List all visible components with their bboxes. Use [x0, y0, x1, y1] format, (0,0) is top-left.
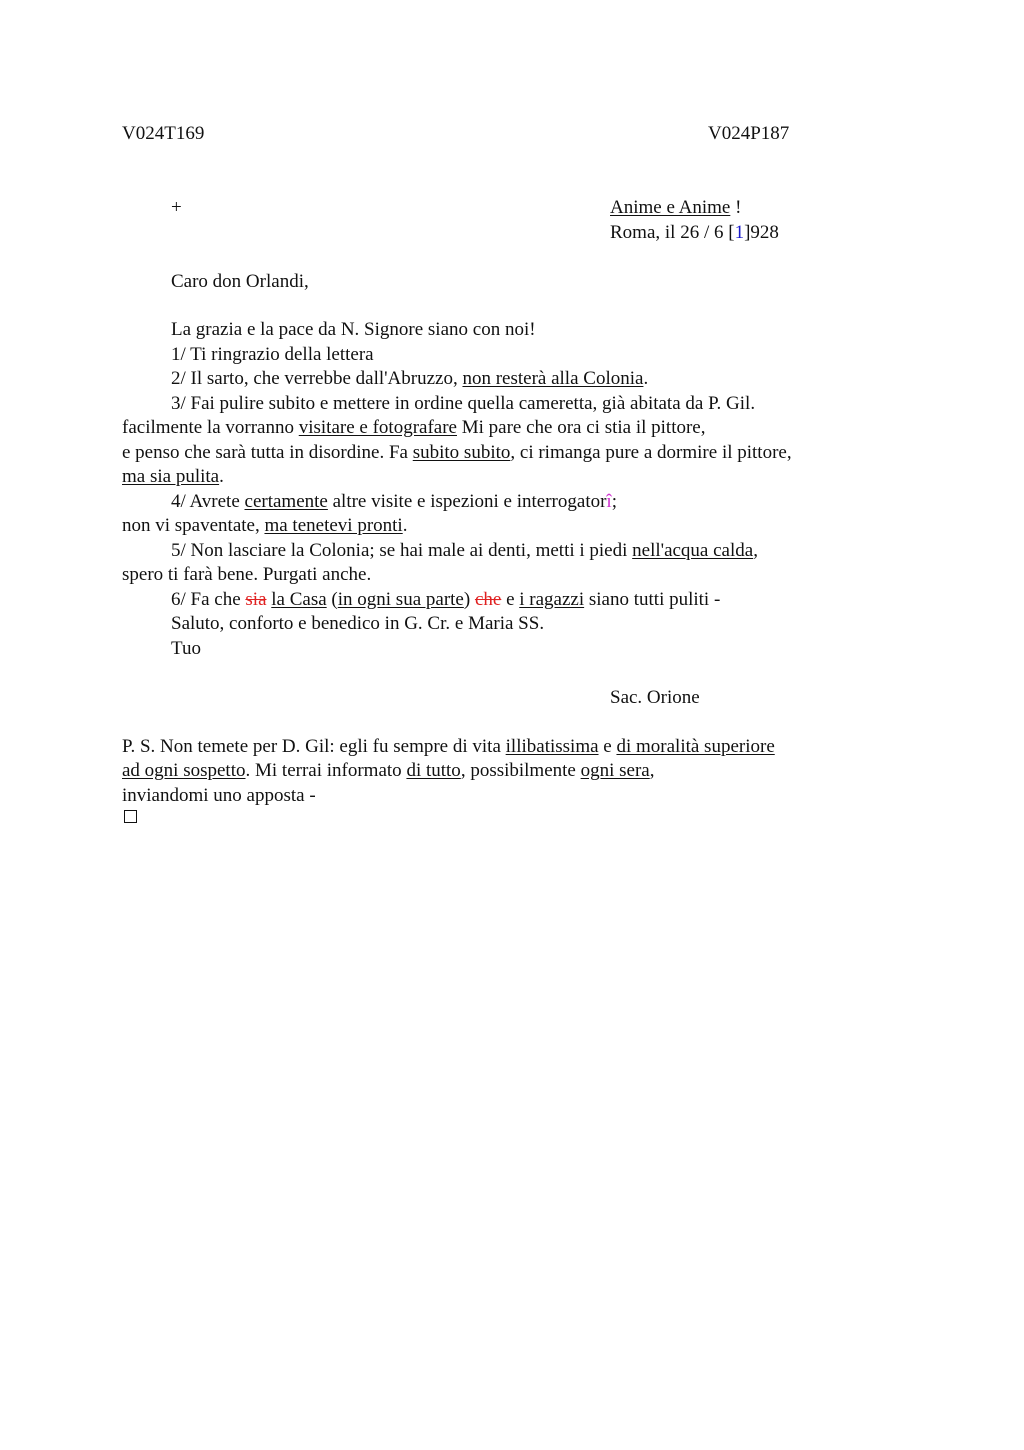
date-post: ]928 — [744, 222, 779, 243]
motto — [610, 196, 741, 220]
item-6-underlined-2: in ogni sua parte — [337, 589, 464, 610]
item-4-line-2 — [122, 514, 407, 538]
ps-line-3: inviandomi uno apposta - — [122, 785, 316, 806]
item-6-conj: e — [501, 589, 520, 610]
item-3-line-2 — [122, 416, 705, 440]
closing-tuo: Tuo — [171, 638, 201, 659]
item-3-l3-end: , ci rimanga pure a dormire il pittore, — [510, 442, 792, 463]
item-4-l1-end: ; — [611, 491, 617, 512]
ps-line-2 — [122, 759, 655, 783]
item-5-line-1 — [171, 539, 758, 563]
ps-l2-underlined-2: di tutto — [406, 760, 461, 781]
item-4-l1-underlined: certamente — [244, 491, 328, 512]
item-4-l2-text: non vi spaventate, — [122, 515, 265, 536]
item-5-l1-end: , — [753, 540, 758, 561]
ps-l2-text: . Mi terrai informato — [245, 760, 407, 781]
document-code-right: V024P187 — [708, 123, 790, 144]
item-3-line-3 — [122, 441, 792, 465]
ps-l1-underlined-2: di moralità superiore — [616, 736, 775, 757]
item-3-l2-text: facilmente la vorranno — [122, 417, 299, 438]
item-4-line-1 — [171, 490, 617, 514]
salutation: La grazia e la pace da N. Signore siano con noi! — [171, 319, 536, 340]
item-3-line-1: 3/ Fai pulire subito e mettere in ordine quella cameretta, già abitata da P. Gil. — [171, 393, 756, 414]
item-4-l2-underlined: ma tenetevi pronti — [264, 515, 403, 536]
item-5-l1-underlined: nell'acqua calda — [632, 540, 754, 561]
ps-l2-underlined-3: ogni sera — [580, 760, 650, 781]
item-2-underlined: non resterà alla Colonia — [462, 368, 644, 389]
ps-line-1 — [122, 735, 775, 759]
item-6-text: 6/ Fa che — [171, 589, 246, 610]
motto-text: Anime e Anime — [610, 197, 731, 218]
item-6-underlined-3: i ragazzi — [519, 589, 585, 610]
item-6-deleted-1: sia — [245, 589, 267, 610]
item-6-paren-open: ( — [326, 589, 338, 610]
ps-l1-text: P. S. Non temete per D. Gil: egli fu sempre di vita — [122, 736, 506, 757]
item-6-end: siano tutti puliti - — [584, 589, 721, 610]
item-6-deleted-2: che — [474, 589, 502, 610]
item-3-l3-text: e penso che sarà tutta in disordine. Fa — [122, 442, 413, 463]
ps-l2-underlined-1: ad ogni sospetto — [122, 760, 246, 781]
date-pre: Roma, il 26 / 6 [ — [610, 222, 735, 243]
item-2-text: 2/ Il sarto, che verrebbe dall'Abruzzo, — [171, 368, 463, 389]
ps-l2-end: , — [649, 760, 655, 781]
item-4-l1-mid: altre visite e ispezioni e interrogator — [327, 491, 607, 512]
document-code-left: V024T169 — [122, 123, 205, 144]
ps-l1-conj: e — [598, 736, 617, 757]
ps-l2-mid: , possibilmente — [460, 760, 581, 781]
item-6-paren-close: ) — [463, 589, 475, 610]
item-2 — [171, 367, 648, 391]
end-square-symbol — [124, 810, 137, 823]
closing-blessing: Saluto, conforto e benedico in G. Cr. e Maria SS. — [171, 613, 545, 634]
item-2-end: . — [643, 368, 649, 389]
item-6 — [171, 588, 720, 612]
date-line — [610, 221, 779, 245]
item-3-line-4 — [122, 465, 224, 489]
date-inserted-digit: 1 — [734, 222, 745, 243]
item-4-l2-end: . — [402, 515, 408, 536]
item-3-l2-underlined: visitare e fotografare — [298, 417, 457, 438]
item-4-l1-text: 4/ Avrete — [171, 491, 245, 512]
ps-l1-underlined-1: illibatissima — [505, 736, 599, 757]
item-3-l4-underlined: ma sia pulita — [122, 466, 220, 487]
cross-symbol: + — [171, 197, 182, 218]
signature: Sac. Orione — [610, 687, 700, 708]
item-3-l2-end: Mi pare che ora ci stia il pittore, — [456, 417, 706, 438]
item-6-underlined-1: la Casa — [271, 589, 327, 610]
item-5-line-2: spero ti farà bene. Purgati anche. — [122, 564, 372, 585]
item-5-l1-text: 5/ Non lasciare la Colonia; se hai male ai denti, metti i piedi — [171, 540, 633, 561]
item-1: 1/ Ti ringrazio della lettera — [171, 344, 374, 365]
greeting: Caro don Orlandi, — [171, 271, 309, 292]
item-3-l3-underlined: subito subito — [412, 442, 511, 463]
item-3-l4-end: . — [219, 466, 224, 487]
motto-tail: ! — [730, 197, 742, 218]
item-4-l1-correction: î — [606, 491, 612, 512]
